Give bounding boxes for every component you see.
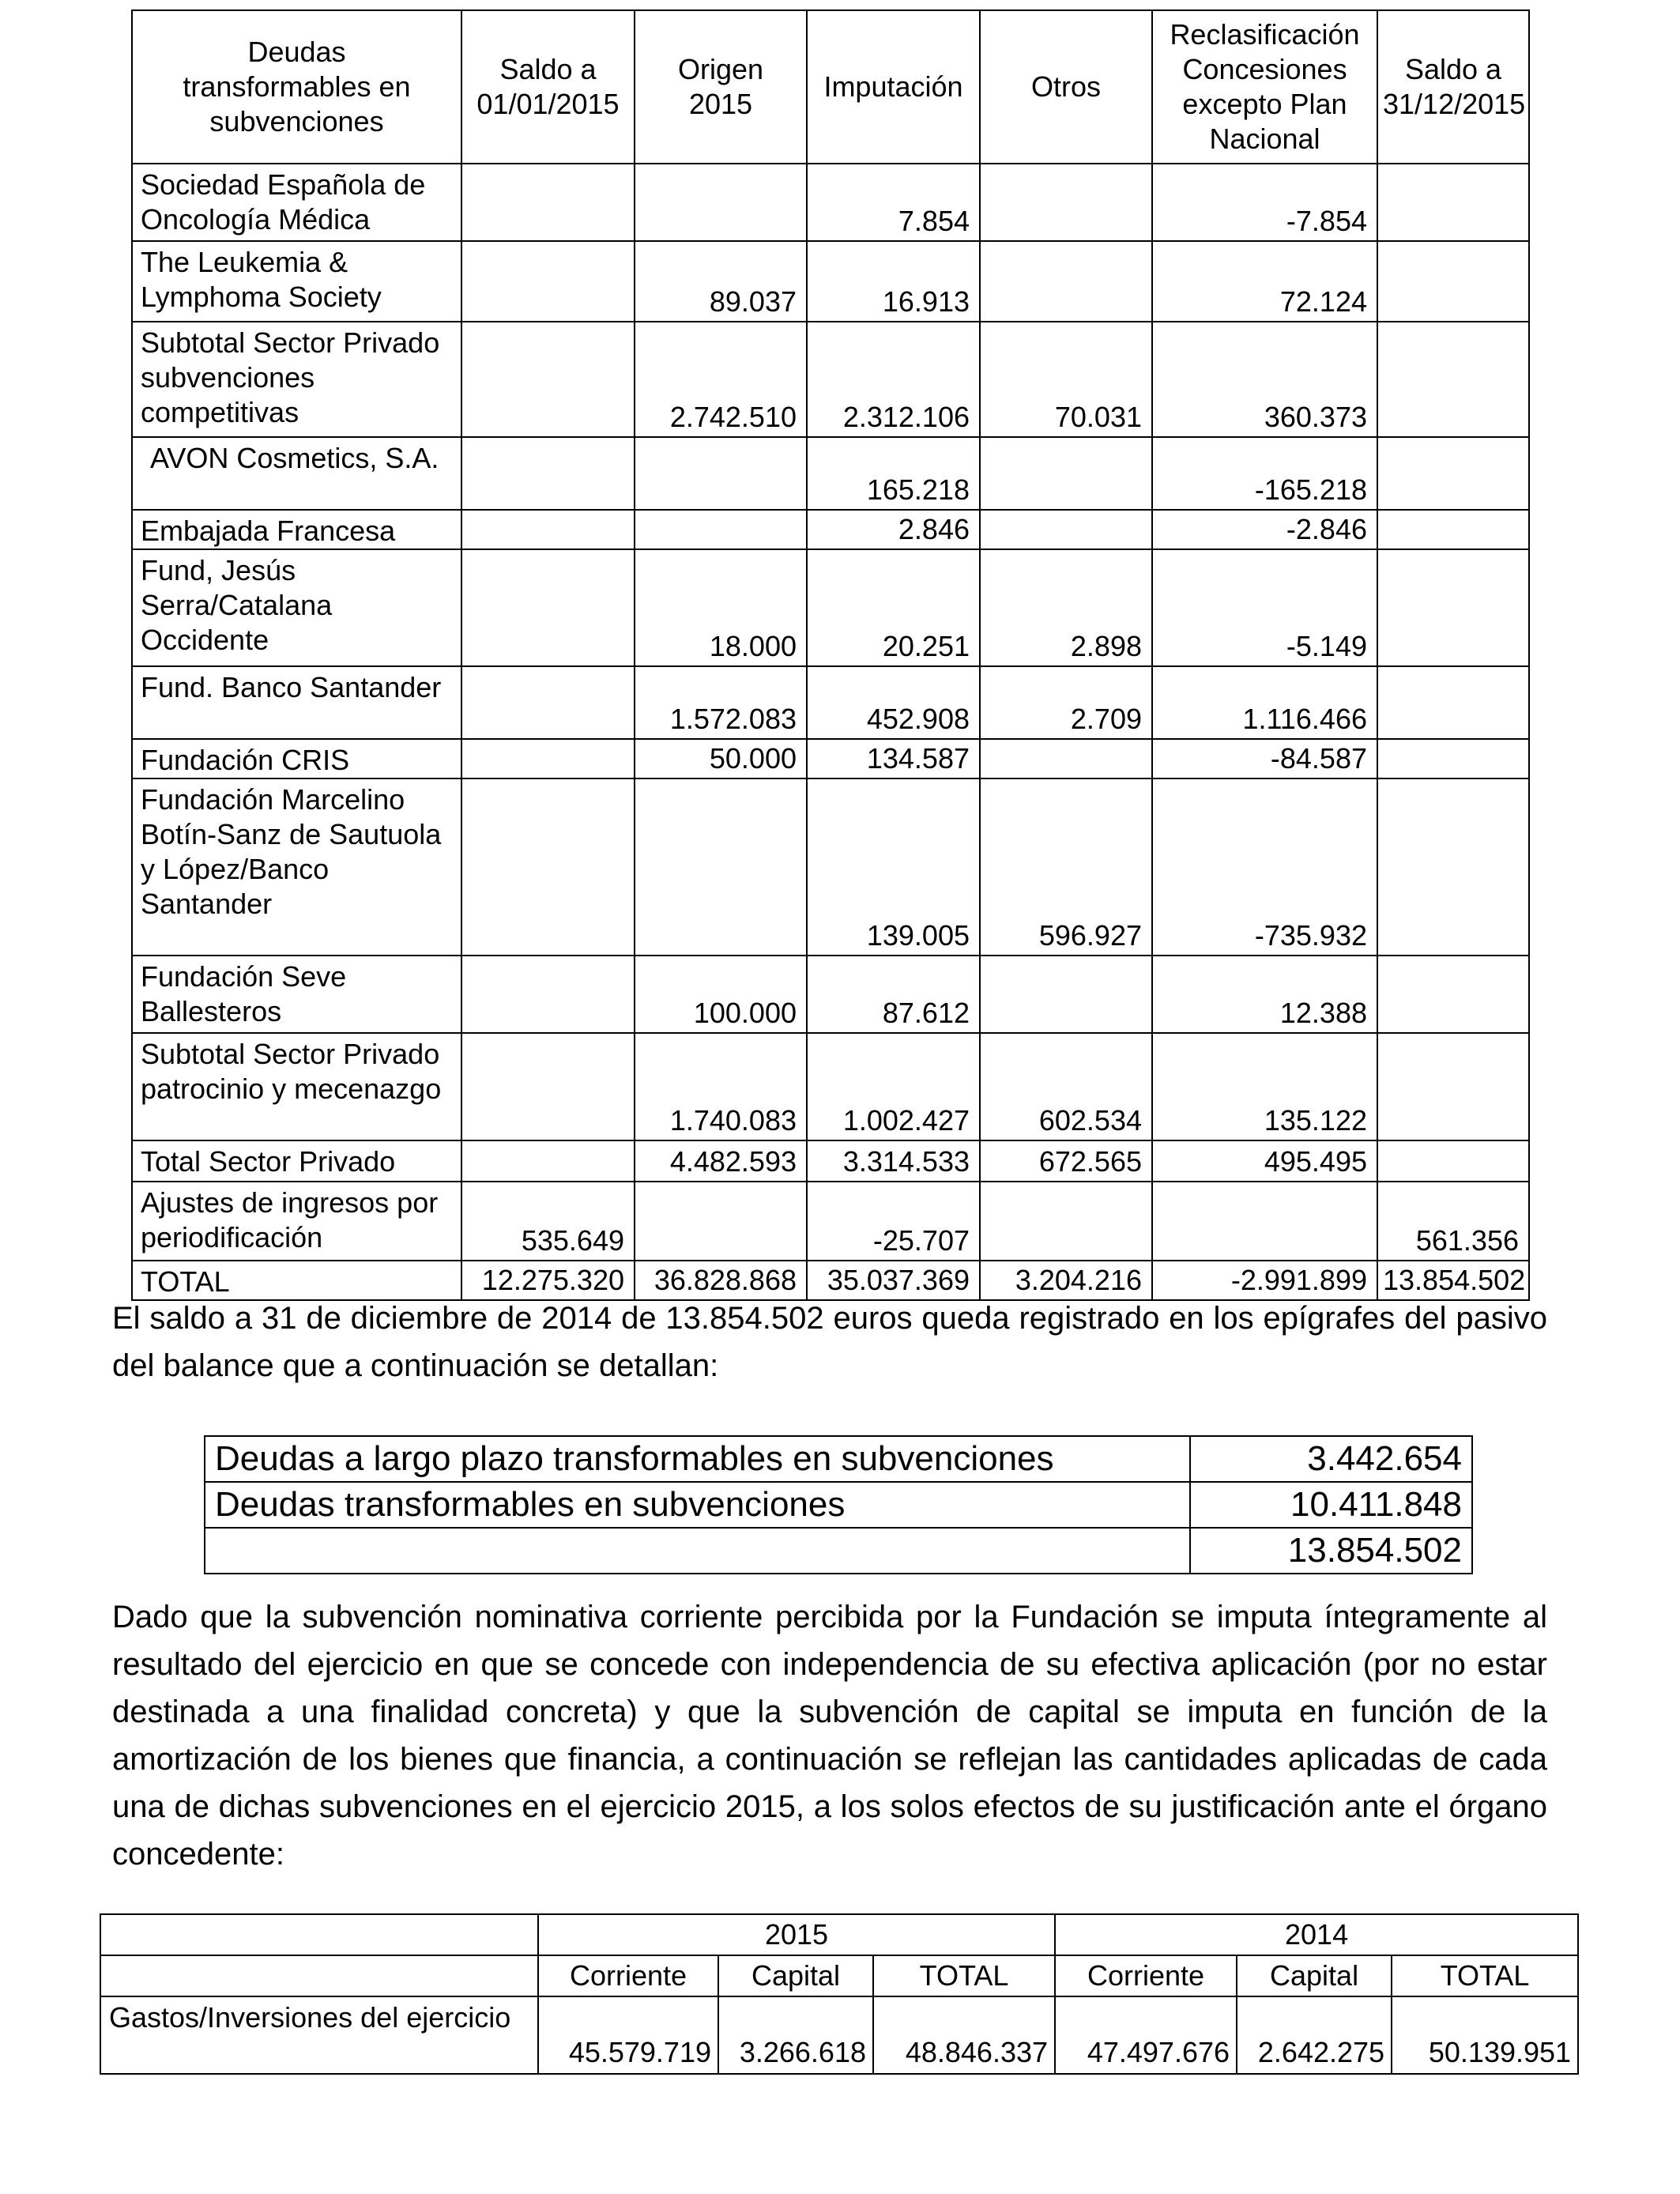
cell-origen: 4.482.593 <box>635 1140 807 1182</box>
cell-origen: 89.037 <box>635 241 807 322</box>
row-label: Fundación Seve Ballesteros <box>132 956 461 1033</box>
table-row <box>132 510 1529 549</box>
subheader-corriente: Corriente <box>538 1955 718 1996</box>
cell-saldo-final: 13.854.502 <box>1377 1261 1529 1300</box>
cell-imputacion: 139.005 <box>807 778 980 956</box>
subheader-capital: Capital <box>1237 1955 1392 1996</box>
table-row <box>132 164 1529 241</box>
cell-otros <box>980 510 1152 549</box>
table-row <box>100 1996 1578 2074</box>
cell-reclasificacion: -2.991.899 <box>1152 1261 1377 1300</box>
table-row-total <box>205 1528 1472 1574</box>
cell-saldo-inicial <box>461 778 635 956</box>
subheader-corriente: Corriente <box>1055 1955 1237 1996</box>
balance-value: 3.442.654 <box>1190 1436 1472 1482</box>
cell-otros: 3.204.216 <box>980 1261 1152 1300</box>
header-deudas: Deudas transformables en subvenciones <box>132 10 461 164</box>
subsidy-explanation-paragraph: Dado que la subvención nominativa corriente percibida por la Fundación se imputa íntegramente al resultado del ejercicio en que se concede con independencia de su efectiva aplicación (por no estar destinada a una finalidad concreta) y que la subvención de capital se imputa en función de la amortización de los bienes que financia, a continuación se reflejan las cantidades aplicadas de cada una de dichas subvenciones en el ejercicio 2015, a los solos efectos de su justificación ante el órgano concedente: <box>112 1600 1547 1872</box>
cell-saldo-final <box>1377 1140 1529 1182</box>
cell-value: 47.497.676 <box>1055 1996 1237 2074</box>
row-label: Gastos/Inversiones del ejercicio <box>100 1996 538 2074</box>
balance-table <box>204 1435 1473 1574</box>
cell-saldo-inicial <box>461 322 635 437</box>
cell-saldo-final <box>1377 666 1529 739</box>
table-row <box>132 739 1529 778</box>
table-row <box>132 778 1529 956</box>
header-reclasificacion: Reclasificación Concesiones excepto Plan Nacional <box>1152 10 1377 164</box>
cell-origen <box>635 510 807 549</box>
row-label: Subtotal Sector Privado patrocinio y mecenazgo <box>132 1033 461 1140</box>
cell-saldo-final <box>1377 1033 1529 1140</box>
cell-origen: 1.572.083 <box>635 666 807 739</box>
cell-saldo-inicial <box>461 956 635 1033</box>
cell-saldo-inicial <box>461 739 635 778</box>
cell-saldo-inicial: 12.275.320 <box>461 1261 635 1300</box>
cell-origen: 100.000 <box>635 956 807 1033</box>
cell-imputacion: 3.314.533 <box>807 1140 980 1182</box>
table-row <box>205 1436 1472 1482</box>
empty-cell <box>100 1955 538 1996</box>
cell-imputacion: 35.037.369 <box>807 1261 980 1300</box>
cell-reclasificacion: -165.218 <box>1152 437 1377 510</box>
cell-otros <box>980 437 1152 510</box>
row-label: Total Sector Privado <box>132 1140 461 1182</box>
header-otros: Otros <box>980 10 1152 164</box>
cell-value: 48.846.337 <box>873 1996 1055 2074</box>
cell-saldo-final <box>1377 164 1529 241</box>
cell-imputacion: 452.908 <box>807 666 980 739</box>
year-header-2014: 2014 <box>1055 1914 1578 1955</box>
cell-reclasificacion <box>1152 1182 1377 1261</box>
cell-imputacion: 2.846 <box>807 510 980 549</box>
cell-saldo-final <box>1377 437 1529 510</box>
balance-label <box>205 1528 1190 1574</box>
cell-reclasificacion: -84.587 <box>1152 739 1377 778</box>
year-header-row <box>100 1914 1578 1955</box>
cell-origen <box>635 164 807 241</box>
row-label: Subtotal Sector Privado subvenciones competitivas <box>132 322 461 437</box>
cell-otros: 596.927 <box>980 778 1152 956</box>
header-saldo-final: Saldo a 31/12/2015 <box>1377 10 1529 164</box>
table-row <box>132 322 1529 437</box>
cell-reclasificacion: -2.846 <box>1152 510 1377 549</box>
cell-saldo-final <box>1377 549 1529 666</box>
cell-reclasificacion: 72.124 <box>1152 241 1377 322</box>
cell-imputacion: 165.218 <box>807 437 980 510</box>
subsidy-table <box>100 1913 1579 2075</box>
cell-saldo-final: 561.356 <box>1377 1182 1529 1261</box>
cell-reclasificacion: -7.854 <box>1152 164 1377 241</box>
row-label: Fund. Banco Santander <box>132 666 461 739</box>
cell-reclasificacion: -5.149 <box>1152 549 1377 666</box>
balance-total: 13.854.502 <box>1190 1528 1472 1574</box>
cell-otros <box>980 1182 1152 1261</box>
cell-origen: 50.000 <box>635 739 807 778</box>
table-row <box>132 1182 1529 1261</box>
debts-table-header-row <box>132 10 1529 164</box>
balance-intro-paragraph: El saldo a 31 de diciembre de 2014 de 13.854.502 euros queda registrado en los epígrafes del pasivo del balance que a continuación se detallan: <box>112 1301 1547 1383</box>
cell-imputacion: 1.002.427 <box>807 1033 980 1140</box>
balance-label: Deudas transformables en subvenciones <box>205 1482 1190 1528</box>
cell-saldo-inicial <box>461 437 635 510</box>
cell-saldo-inicial <box>461 549 635 666</box>
cell-saldo-inicial: 535.649 <box>461 1182 635 1261</box>
cell-origen <box>635 778 807 956</box>
year-header-2015: 2015 <box>538 1914 1055 1955</box>
subheader-total: TOTAL <box>1392 1955 1578 1996</box>
subheader-total: TOTAL <box>873 1955 1055 1996</box>
cell-saldo-inicial <box>461 164 635 241</box>
cell-saldo-final <box>1377 778 1529 956</box>
cell-saldo-inicial <box>461 1033 635 1140</box>
empty-cell <box>100 1914 538 1955</box>
row-label: Fund, Jesús Serra/Catalana Occidente <box>132 549 461 666</box>
cell-saldo-inicial <box>461 1140 635 1182</box>
table-row <box>205 1482 1472 1528</box>
cell-origen: 2.742.510 <box>635 322 807 437</box>
cell-reclasificacion: -735.932 <box>1152 778 1377 956</box>
row-label: Sociedad Española de Oncología Médica <box>132 164 461 241</box>
cell-saldo-final <box>1377 956 1529 1033</box>
cell-otros: 2.709 <box>980 666 1152 739</box>
cell-saldo-inicial <box>461 510 635 549</box>
cell-reclasificacion: 1.116.466 <box>1152 666 1377 739</box>
table-row <box>132 241 1529 322</box>
row-label: Fundación CRIS <box>132 739 461 778</box>
debts-table <box>131 9 1530 1301</box>
subheader-capital: Capital <box>718 1955 873 1996</box>
cell-reclasificacion: 360.373 <box>1152 322 1377 437</box>
cell-saldo-final <box>1377 510 1529 549</box>
cell-value: 50.139.951 <box>1392 1996 1578 2074</box>
header-origen: Origen 2015 <box>635 10 807 164</box>
cell-saldo-final <box>1377 241 1529 322</box>
cell-origen: 36.828.868 <box>635 1261 807 1300</box>
cell-saldo-inicial <box>461 666 635 739</box>
table-row <box>132 1033 1529 1140</box>
cell-imputacion: 2.312.106 <box>807 322 980 437</box>
subheader-row <box>100 1955 1578 1996</box>
cell-origen <box>635 437 807 510</box>
cell-otros <box>980 956 1152 1033</box>
header-saldo-inicial: Saldo a 01/01/2015 <box>461 10 635 164</box>
row-label: Ajustes de ingresos por periodificación <box>132 1182 461 1261</box>
row-label: Embajada Francesa <box>132 510 461 549</box>
cell-imputacion: 87.612 <box>807 956 980 1033</box>
header-imputacion: Imputación <box>807 10 980 164</box>
row-label: TOTAL <box>132 1261 461 1300</box>
cell-imputacion: 20.251 <box>807 549 980 666</box>
balance-label: Deudas a largo plazo transformables en subvenciones <box>205 1436 1190 1482</box>
cell-imputacion: 134.587 <box>807 739 980 778</box>
cell-saldo-final <box>1377 322 1529 437</box>
cell-imputacion: -25.707 <box>807 1182 980 1261</box>
cell-origen: 1.740.083 <box>635 1033 807 1140</box>
table-row <box>132 1140 1529 1182</box>
cell-otros: 70.031 <box>980 322 1152 437</box>
row-label: The Leukemia & Lymphoma Society <box>132 241 461 322</box>
cell-otros: 602.534 <box>980 1033 1152 1140</box>
cell-saldo-inicial <box>461 241 635 322</box>
cell-value: 3.266.618 <box>718 1996 873 2074</box>
table-row <box>132 549 1529 666</box>
row-label: AVON Cosmetics, S.A. <box>132 437 461 510</box>
cell-value: 2.642.275 <box>1237 1996 1392 2074</box>
cell-value: 45.579.719 <box>538 1996 718 2074</box>
cell-reclasificacion: 135.122 <box>1152 1033 1377 1140</box>
table-row <box>132 956 1529 1033</box>
balance-value: 10.411.848 <box>1190 1482 1472 1528</box>
table-row <box>132 666 1529 739</box>
cell-otros <box>980 241 1152 322</box>
cell-imputacion: 7.854 <box>807 164 980 241</box>
cell-reclasificacion: 495.495 <box>1152 1140 1377 1182</box>
cell-otros <box>980 164 1152 241</box>
cell-origen <box>635 1182 807 1261</box>
cell-saldo-final <box>1377 739 1529 778</box>
cell-otros: 2.898 <box>980 549 1152 666</box>
cell-reclasificacion: 12.388 <box>1152 956 1377 1033</box>
row-label: Fundación Marcelino Botín-Sanz de Sautuola y López/Banco Santander <box>132 778 461 956</box>
table-row <box>132 437 1529 510</box>
cell-otros: 672.565 <box>980 1140 1152 1182</box>
cell-imputacion: 16.913 <box>807 241 980 322</box>
cell-otros <box>980 739 1152 778</box>
cell-origen: 18.000 <box>635 549 807 666</box>
